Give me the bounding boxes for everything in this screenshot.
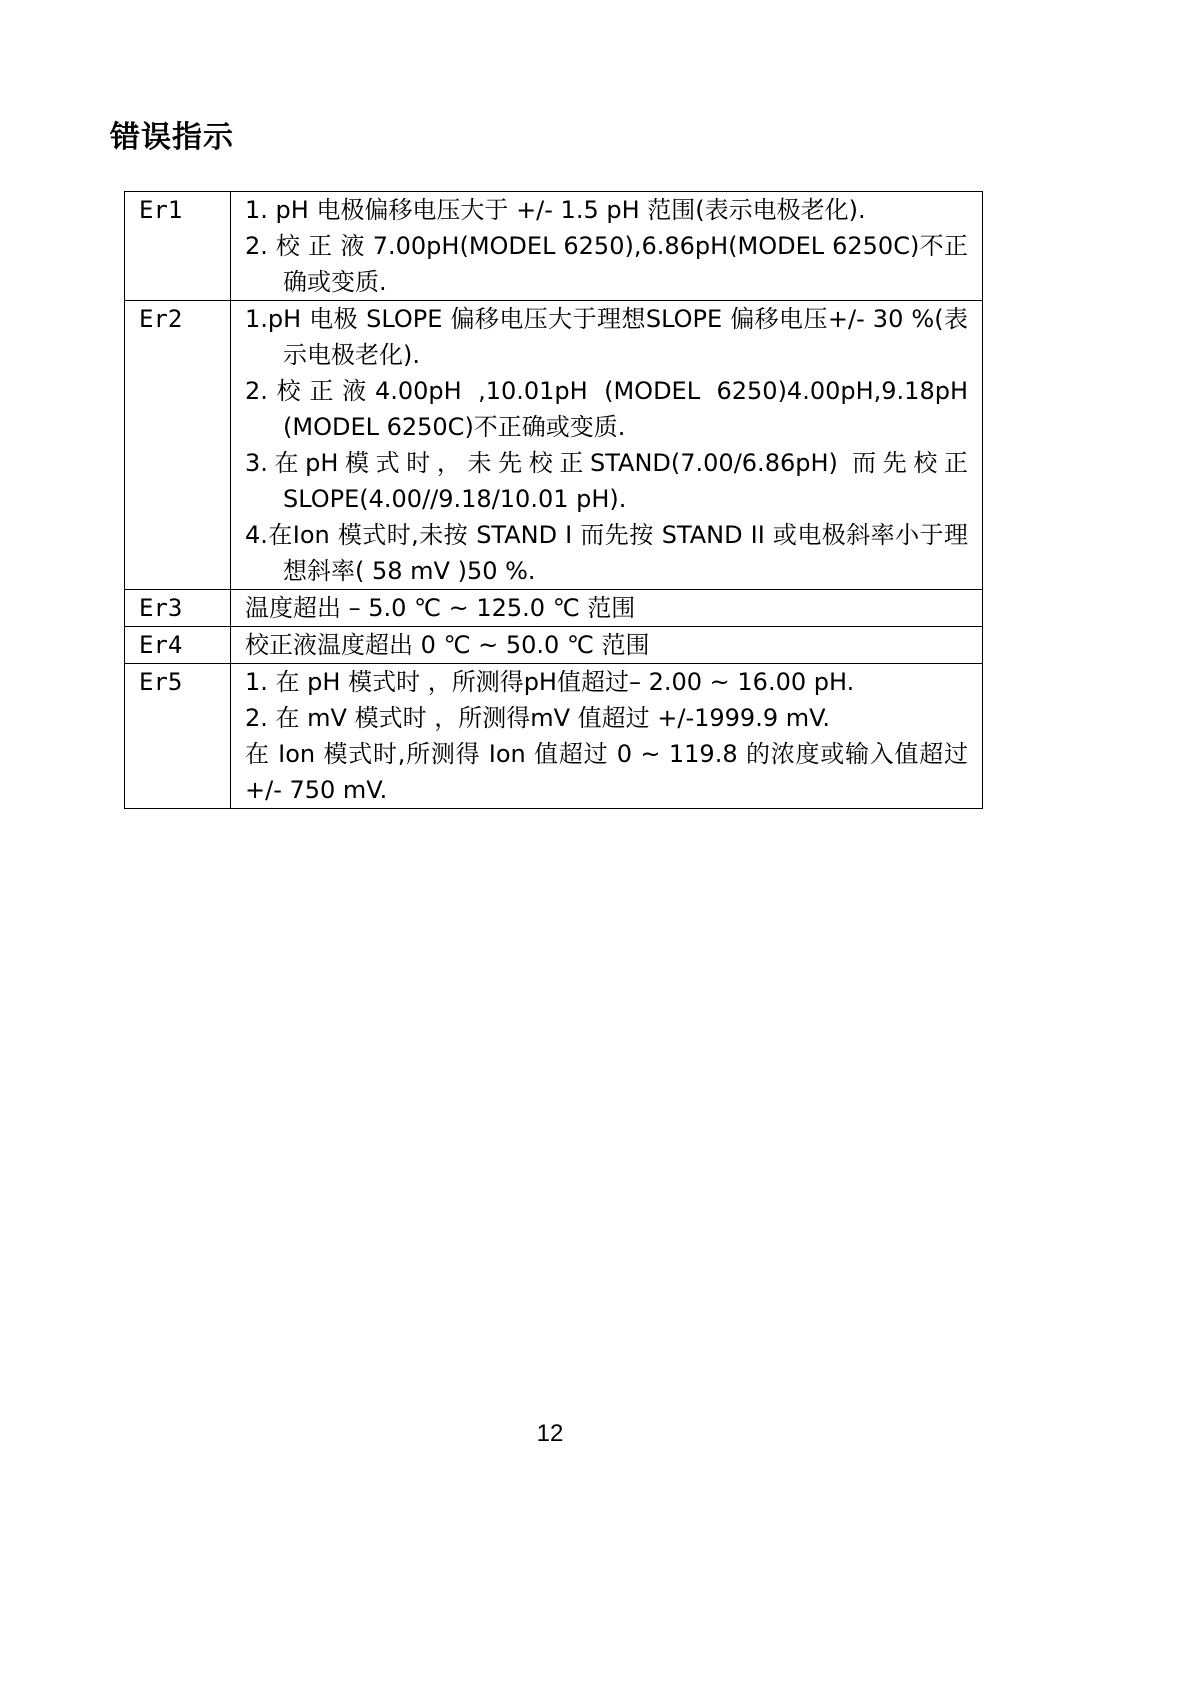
error-description bbox=[231, 627, 983, 664]
table-row bbox=[125, 627, 983, 664]
error-description bbox=[231, 192, 983, 301]
table-row bbox=[125, 664, 983, 809]
description-line: 2.校正液4.00pH ,10.01pH (MODEL 6250)4.00pH,9.18pH (MODEL 6250C)不正确或变质. bbox=[245, 377, 968, 441]
description-line: 在 Ion 模式时,所测得 Ion 值超过 0 ~ 119.8 的浓度或输入值超过 +/- 750 mV. bbox=[245, 740, 968, 804]
page-title: 错误指示 bbox=[110, 120, 234, 155]
error-code: Er1 bbox=[125, 192, 231, 301]
table-row bbox=[125, 192, 983, 301]
description-line: 1. 在 pH 模式时 ，所测得pH值超过– 2.00 ~ 16.00 pH. bbox=[245, 668, 855, 696]
error-code: Er2 bbox=[125, 301, 231, 590]
table-row bbox=[125, 590, 983, 627]
description-line: 4.在Ion 模式时,未按 STAND I 而先按 STAND II 或电极斜率小于理想斜率( 58 mV )50 %. bbox=[245, 521, 968, 585]
description-line: 1.pH 电极 SLOPE 偏移电压大于理想SLOPE 偏移电压+/- 30 %(表示电极老化). bbox=[245, 305, 968, 369]
page-number: 12 bbox=[536, 1420, 564, 1447]
description-line: 3.在pH模式时，未先校正STAND(7.00/6.86pH) 而先校正SLOPE(4.00//9.18/10.01 pH). bbox=[245, 449, 968, 513]
description-line: 温度超出 – 5.0 ℃ ~ 125.0 ℃ 范围 bbox=[245, 594, 636, 622]
error-code: Er5 bbox=[125, 664, 231, 809]
description-line: 1. pH 电极偏移电压大于 +/- 1.5 pH 范围(表示电极老化). bbox=[245, 196, 866, 224]
description-line: 2. 校 正 液 7.00pH(MODEL 6250),6.86pH(MODEL 6250C)不正确或变质. bbox=[245, 232, 968, 296]
description-line: 校正液温度超出 0 ℃ ~ 50.0 ℃ 范围 bbox=[245, 631, 650, 659]
error-description bbox=[231, 301, 983, 590]
error-description bbox=[231, 590, 983, 627]
table-row bbox=[125, 301, 983, 590]
error-code: Er3 bbox=[125, 590, 231, 627]
description-line: 2. 在 mV 模式时 ，所测得mV 值超过 +/-1999.9 mV. bbox=[245, 704, 831, 732]
error-code: Er4 bbox=[125, 627, 231, 664]
error-description bbox=[231, 664, 983, 809]
error-table bbox=[124, 191, 983, 809]
